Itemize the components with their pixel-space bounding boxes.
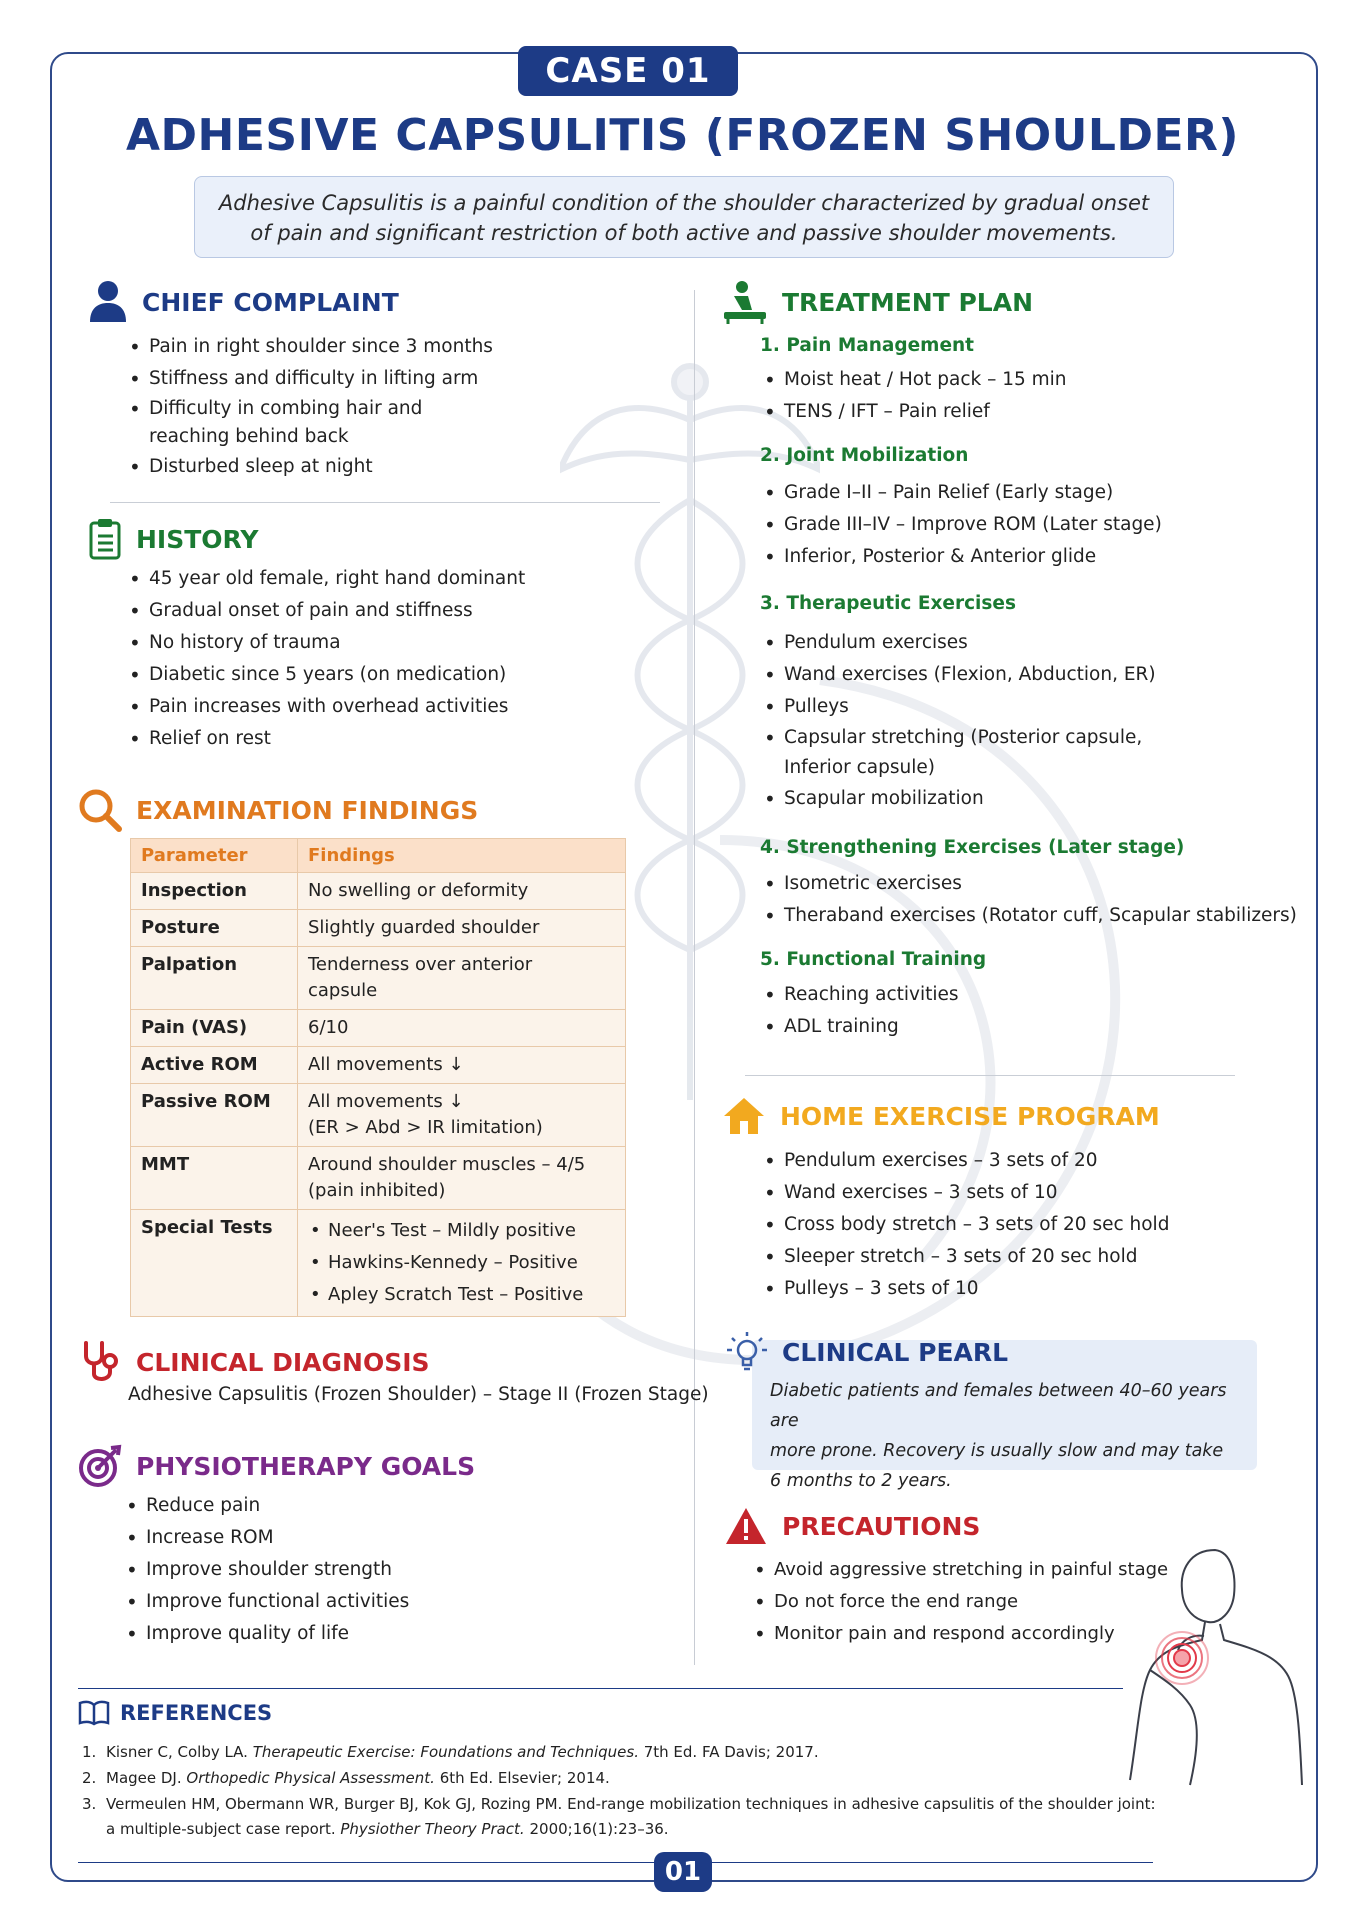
references-list xyxy=(78,1740,1158,1843)
table-cell-finding xyxy=(298,1010,626,1047)
list-item: • Disturbed sleep at night xyxy=(125,451,565,483)
list-item: • Apley Scratch Test – Positive xyxy=(308,1279,615,1311)
table-cell-finding xyxy=(298,873,626,910)
table-cell-param: Active ROM xyxy=(131,1047,298,1084)
treatment-group-heading: 5. Functional Training xyxy=(760,949,987,970)
references-title: REFERENCES xyxy=(120,1701,273,1725)
table-cell-param: Inspection xyxy=(131,873,298,910)
table-row xyxy=(131,1010,626,1047)
examination-title: EXAMINATION FINDINGS xyxy=(136,795,479,825)
list-item: • TENS / IFT – Pain relief xyxy=(760,396,1300,428)
diagnosis-title: CLINICAL DIAGNOSIS xyxy=(136,1347,430,1377)
special-tests-list xyxy=(308,1215,615,1311)
finding-line: All movements ↓ xyxy=(308,1091,464,1112)
list-item: • Isometric exercises xyxy=(760,868,1320,900)
chief-complaint-list xyxy=(125,331,565,483)
column-header-findings: Findings xyxy=(298,839,626,873)
table-row xyxy=(131,1210,626,1317)
history-header xyxy=(88,518,259,560)
history-list xyxy=(125,563,605,755)
clipboard-icon xyxy=(88,518,122,560)
list-item: • Improve shoulder strength xyxy=(122,1554,542,1586)
list-item: • Grade I–II – Pain Relief (Early stage) xyxy=(760,477,1300,509)
reference-text: 6th Ed. Elsevier; 2014. xyxy=(434,1769,610,1787)
list-item: • Diabetic since 5 years (on medication) xyxy=(125,659,605,691)
list-item: • Moist heat / Hot pack – 15 min xyxy=(760,364,1300,396)
chief-complaint-header xyxy=(88,280,399,324)
list-item: • Grade III–IV – Improve ROM (Later stage) xyxy=(760,509,1300,541)
table-cell-param: Special Tests xyxy=(131,1210,298,1317)
goals-list xyxy=(122,1490,542,1650)
table-cell-finding xyxy=(298,947,626,1010)
finding-line: (ER > Abd > IR limitation) xyxy=(308,1117,543,1138)
list-item: • Sleeper stretch – 3 sets of 20 sec hold xyxy=(760,1241,1300,1273)
reference-title: Physiother Theory Pract. xyxy=(340,1820,525,1838)
home-program-list xyxy=(760,1145,1300,1305)
column-header-parameter: Parameter xyxy=(131,839,298,873)
table-cell-finding xyxy=(298,910,626,947)
list-item: • Wand exercises – 3 sets of 10 xyxy=(760,1177,1300,1209)
table-row xyxy=(131,1047,626,1084)
case-badge: CASE 01 xyxy=(518,46,738,96)
list-item: • Pendulum exercises – 3 sets of 20 xyxy=(760,1145,1300,1177)
list-item: • Monitor pain and respond accordingly xyxy=(750,1618,1170,1650)
table-row xyxy=(131,910,626,947)
book-icon xyxy=(78,1700,110,1726)
finding-line: Slightly guarded shoulder xyxy=(308,917,540,938)
table-row xyxy=(131,1084,626,1147)
list-item: • Inferior, Posterior & Anterior glide xyxy=(760,541,1300,573)
list-item: • Theraband exercises (Rotator cuff, Scapular stabilizers) xyxy=(760,900,1320,932)
treatment-title: TREATMENT PLAN xyxy=(782,287,1034,317)
list-item-continued: reaching behind back xyxy=(149,426,349,447)
table-cell-param: Passive ROM xyxy=(131,1084,298,1147)
list-item: • Pain in right shoulder since 3 months xyxy=(125,331,565,363)
finding-line: Tenderness over anterior xyxy=(308,954,533,975)
warning-icon xyxy=(724,1506,768,1546)
home-program-title: HOME EXERCISE PROGRAM xyxy=(780,1101,1160,1131)
list-item: • Wand exercises (Flexion, Abduction, ER) xyxy=(760,659,1300,691)
pearl-line: more prone. Recovery is usually slow and may take xyxy=(770,1441,1224,1461)
table-cell-param: Palpation xyxy=(131,947,298,1010)
reference-number: 1. xyxy=(82,1743,97,1761)
treatment-group-heading: 1. Pain Management xyxy=(760,335,975,356)
table-row xyxy=(131,947,626,1010)
divider xyxy=(78,1688,1123,1689)
list-item: • Pendulum exercises xyxy=(760,627,1300,659)
list-item: • Do not force the end range xyxy=(750,1586,1170,1618)
table-cell-param: MMT xyxy=(131,1147,298,1210)
table-header-row xyxy=(131,839,626,873)
table-cell-param: Pain (VAS) xyxy=(131,1010,298,1047)
page-number: 01 xyxy=(654,1852,712,1892)
person-icon xyxy=(88,280,128,324)
treatment-group-list xyxy=(760,979,1300,1043)
chief-complaint-title: CHIEF COMPLAINT xyxy=(142,287,399,317)
table-cell-finding xyxy=(298,1147,626,1210)
treatment-group-list xyxy=(760,477,1300,573)
list-item: • Improve functional activities xyxy=(122,1586,542,1618)
finding-line: Around shoulder muscles – 4/5 xyxy=(308,1154,586,1175)
table-cell-finding xyxy=(298,1084,626,1147)
finding-line: capsule xyxy=(308,980,378,1001)
finding-line: No swelling or deformity xyxy=(308,880,529,901)
finding-line: All movements ↓ xyxy=(308,1054,464,1075)
list-item: • 45 year old female, right hand dominant xyxy=(125,563,605,595)
diagnosis-header xyxy=(80,1340,430,1384)
list-item: • Stiffness and difficulty in lifting arm xyxy=(125,363,565,395)
list-item: • Increase ROM xyxy=(122,1522,542,1554)
divider xyxy=(78,1862,1153,1863)
list-item: • Reduce pain xyxy=(122,1490,542,1522)
treatment-group-heading: 4. Strengthening Exercises (Later stage) xyxy=(760,837,1185,858)
list-item: • Difficulty in combing hair and xyxy=(125,395,565,423)
reference-text: 2000;16(1):23–36. xyxy=(524,1820,669,1838)
goals-title: PHYSIOTHERAPY GOALS xyxy=(136,1451,476,1481)
treatment-group-list xyxy=(760,868,1320,932)
pearl-line: 6 months to 2 years. xyxy=(770,1471,952,1491)
reference-item xyxy=(78,1792,1158,1842)
intro-box xyxy=(194,176,1174,258)
examination-table xyxy=(130,838,626,1317)
reference-item xyxy=(78,1740,1158,1765)
list-item: • Pulleys xyxy=(760,691,1300,723)
treatment-group-list xyxy=(760,627,1300,815)
list-item: • Pain increases with overhead activities xyxy=(125,691,605,723)
treatment-header xyxy=(722,280,1033,324)
reference-text: 7th Ed. FA Davis; 2017. xyxy=(638,1743,819,1761)
list-item: • Neer's Test – Mildly positive xyxy=(308,1215,615,1247)
list-item: • Gradual onset of pain and stiffness xyxy=(125,595,605,627)
examination-header xyxy=(78,788,478,832)
precautions-list xyxy=(750,1554,1170,1650)
precautions-header xyxy=(724,1506,980,1546)
pearl-header xyxy=(726,1330,1008,1374)
home-program-header xyxy=(722,1096,1160,1136)
references-header xyxy=(78,1700,272,1726)
target-icon xyxy=(78,1444,122,1488)
table-row xyxy=(131,1147,626,1210)
magnifier-icon xyxy=(78,788,122,832)
column-divider xyxy=(694,290,695,1665)
reference-number: 2. xyxy=(82,1769,97,1787)
table-cell-param: Posture xyxy=(131,910,298,947)
list-item: • Reaching activities xyxy=(760,979,1300,1011)
divider xyxy=(110,502,660,503)
divider xyxy=(745,1075,1235,1076)
list-item-continued: Inferior capsule) xyxy=(784,757,935,778)
reference-text: Magee DJ. xyxy=(106,1769,187,1787)
list-item: • No history of trauma xyxy=(125,627,605,659)
reference-text: Kisner C, Colby LA. xyxy=(106,1743,253,1761)
pearl-title: CLINICAL PEARL xyxy=(782,1337,1009,1367)
table-row xyxy=(131,873,626,910)
finding-line: (pain inhibited) xyxy=(308,1180,446,1201)
reference-title: Orthopedic Physical Assessment. xyxy=(186,1769,435,1787)
finding-line: 6/10 xyxy=(308,1017,349,1038)
list-item: • Relief on rest xyxy=(125,723,605,755)
intro-line: Adhesive Capsulitis is a painful condition of the shoulder characterized by gradual onset xyxy=(218,191,1150,215)
history-title: HISTORY xyxy=(136,524,259,554)
precautions-title: PRECAUTIONS xyxy=(782,1511,981,1541)
list-item: • Capsular stretching (Posterior capsule, xyxy=(760,723,1300,753)
page-title: ADHESIVE CAPSULITIS (FROZEN SHOULDER) xyxy=(125,110,1240,161)
pearl-line: Diabetic patients and females between 40–60 years are xyxy=(770,1381,1227,1431)
list-item: • Pulleys – 3 sets of 10 xyxy=(760,1273,1300,1305)
table-cell-finding xyxy=(298,1210,626,1317)
list-item: • ADL training xyxy=(760,1011,1300,1043)
list-item: • Cross body stretch – 3 sets of 20 sec hold xyxy=(760,1209,1300,1241)
stethoscope-icon xyxy=(80,1340,122,1384)
therapy-icon xyxy=(722,280,768,324)
list-item: • Avoid aggressive stretching in painful stage xyxy=(750,1554,1170,1586)
list-item: • Improve quality of life xyxy=(122,1618,542,1650)
reference-title: Therapeutic Exercise: Foundations and Techniques. xyxy=(252,1743,639,1761)
reference-item xyxy=(78,1766,1158,1791)
reference-text: Vermeulen HM, Obermann WR, Burger BJ, Kok GJ, Rozing PM. End-range mobilization techniques in adhesive capsulitis of the shoulder joint: a multiple-subject case report. xyxy=(106,1795,1156,1838)
goals-header xyxy=(78,1444,475,1488)
treatment-group-heading: 3. Therapeutic Exercises xyxy=(760,593,1016,614)
diagnosis-text: Adhesive Capsulitis (Frozen Shoulder) – Stage II (Frozen Stage) xyxy=(128,1384,709,1405)
treatment-group-list xyxy=(760,364,1300,428)
intro-line: of pain and significant restriction of both active and passive shoulder movements. xyxy=(250,221,1118,245)
reference-number: 3. xyxy=(82,1795,97,1813)
table-cell-finding xyxy=(298,1047,626,1084)
treatment-group-heading: 2. Joint Mobilization xyxy=(760,445,969,466)
list-item: • Hawkins-Kennedy – Positive xyxy=(308,1247,615,1279)
list-item: • Scapular mobilization xyxy=(760,783,1300,815)
lightbulb-icon xyxy=(726,1330,768,1374)
house-icon xyxy=(722,1096,766,1136)
